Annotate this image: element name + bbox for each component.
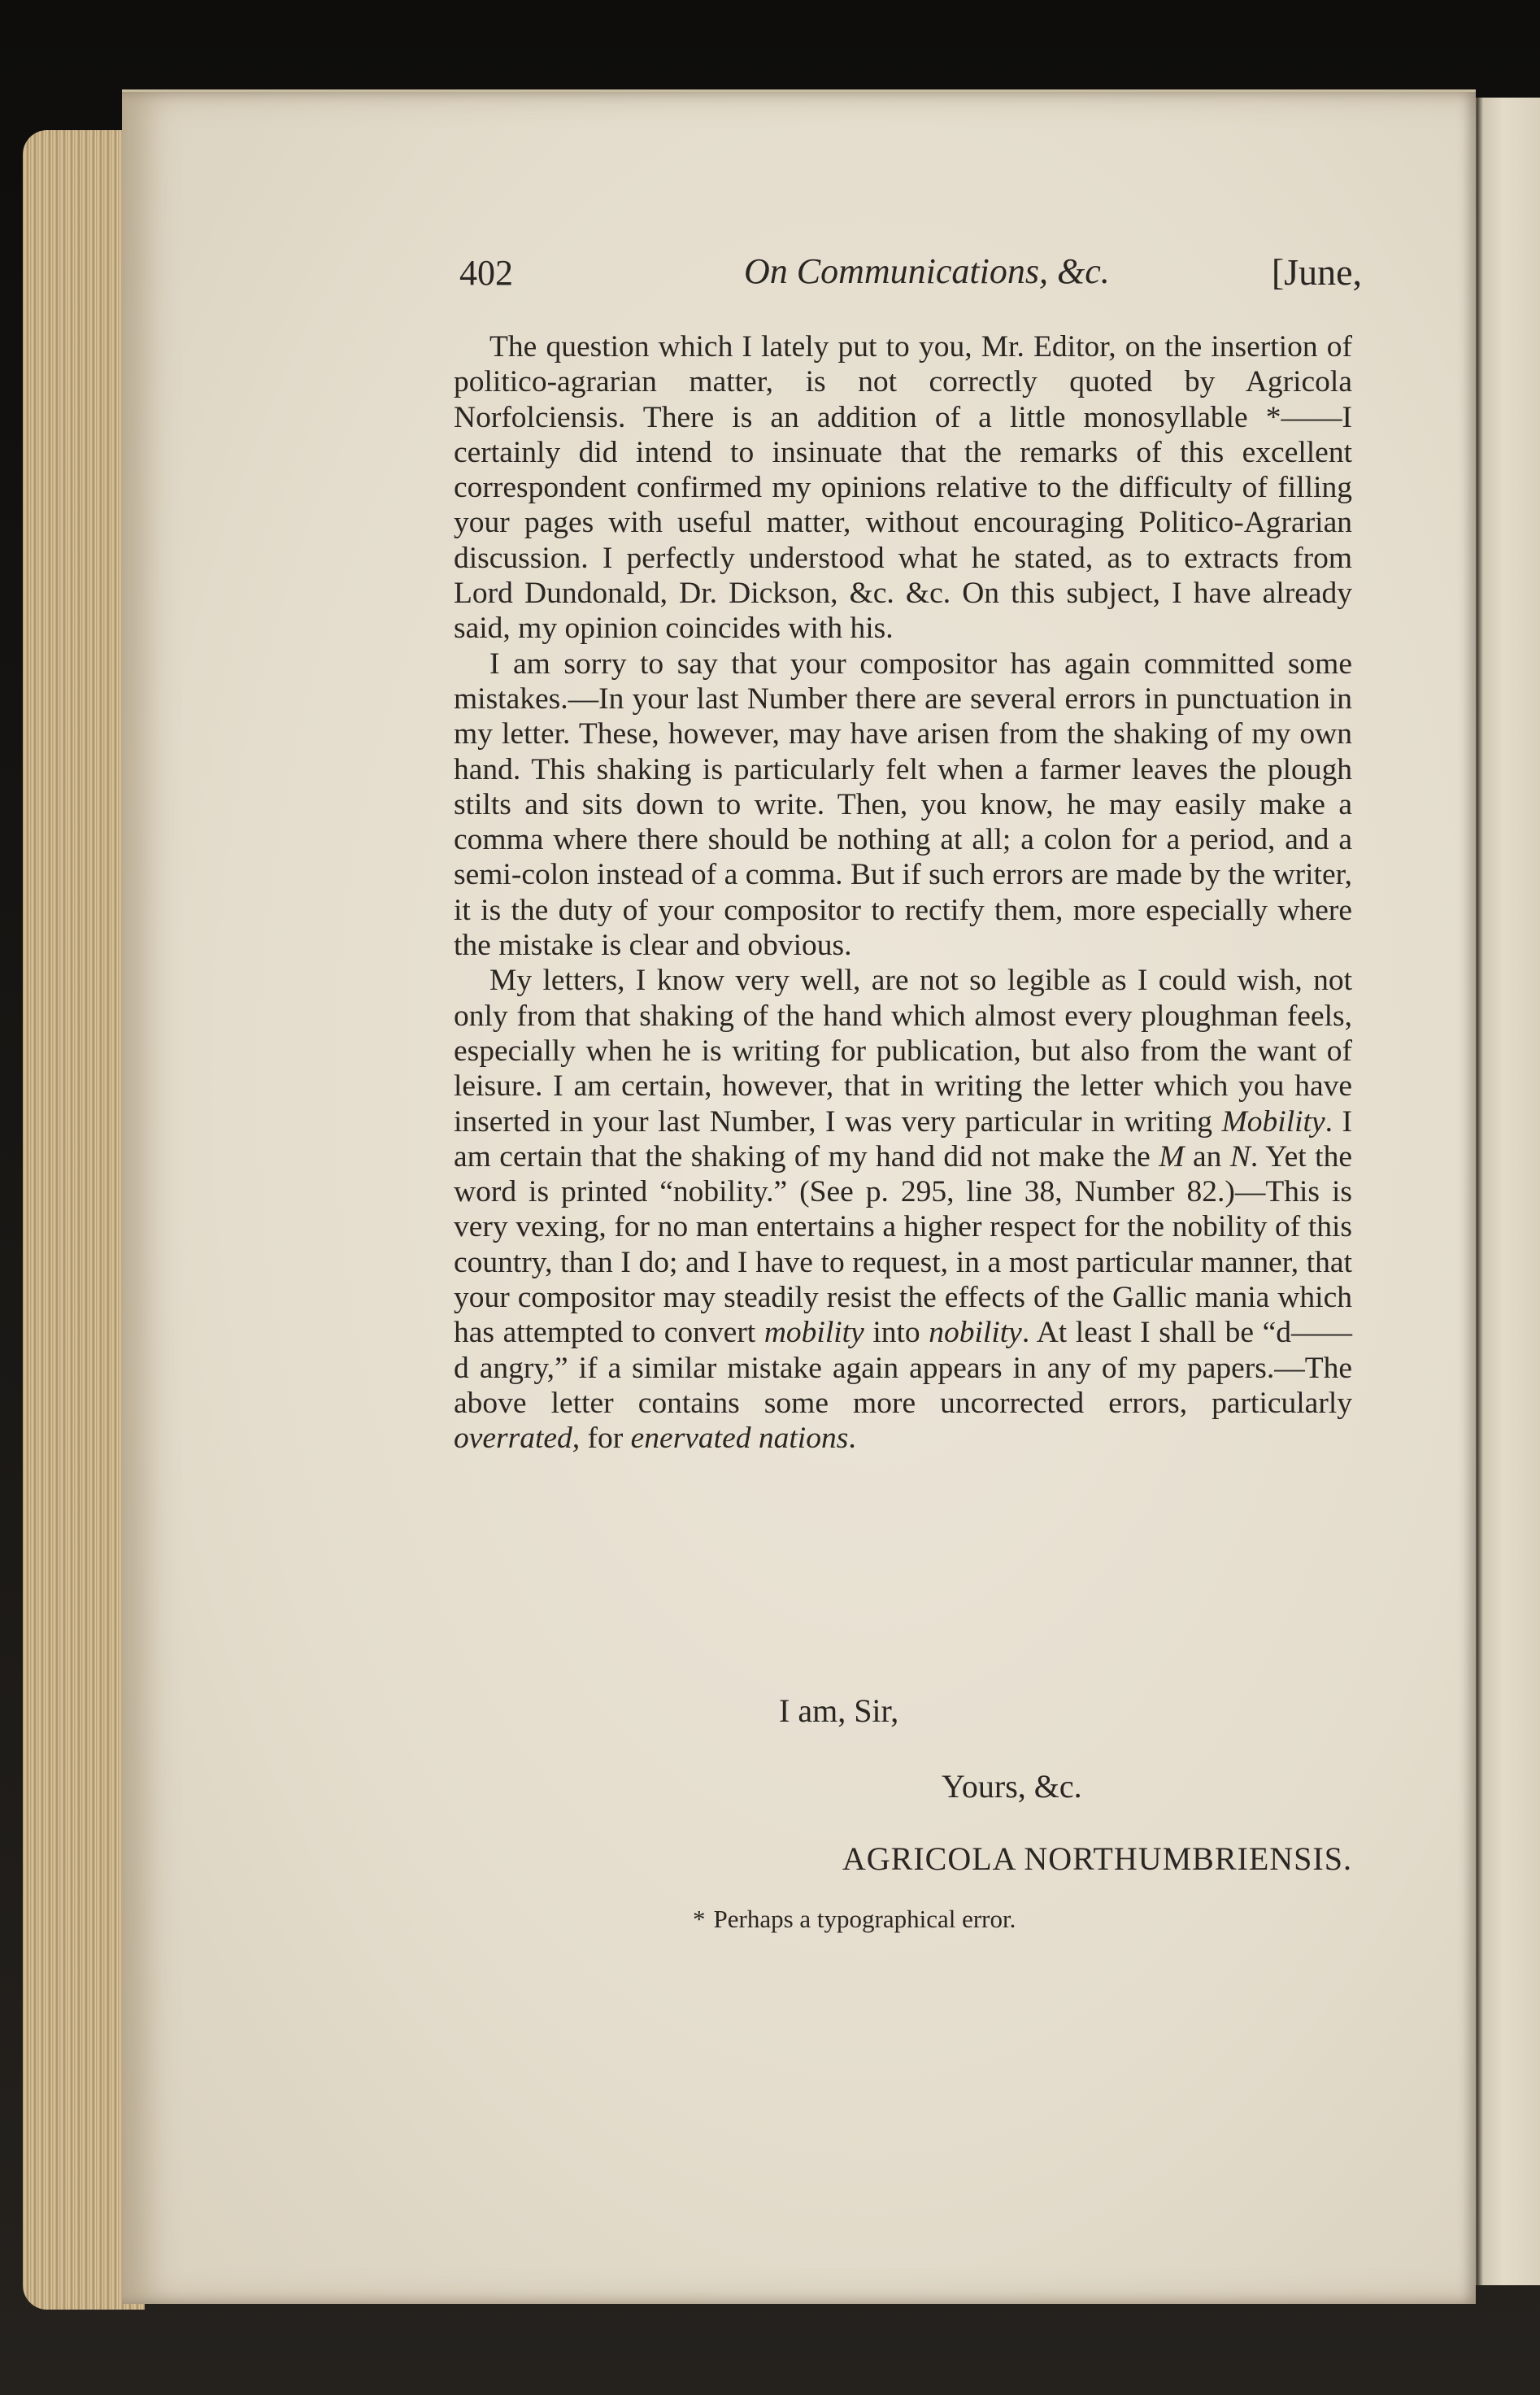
paragraph: I am sorry to say that your compositor has again committed some mistakes.—In your last Number there are several errors in punctuation in my letter. These, however, may have arisen from the shaking of my own hand. This shaking is particularly felt when a farmer leaves the plough stilts and sits down to write. Then, you know, he may easily make a comma where there should be nothing at all; a colon for a period, and a semi-colon instead of a comma. But if such errors are made by the writer, it is the duty of your compositor to rectify them, more especially where the mistake is clear and obvious.: [454, 647, 1352, 963]
running-head: [459, 244, 1362, 301]
paragraph: The question which I lately put to you, Mr. Editor, on the insertion of politico-agrarian matter, is not correctly quoted by Agricola Norfolciensis. There is an addition of a little monosyllable *——I certainly did intend to insinuate that the remarks of this excellent correspondent confirmed my opinions relative to the difficulty of filling your pages with useful matter, without encouraging Politico-Agrarian discussion. I perfectly understood what he stated, as to extracts from Lord Dundonald, Dr. Dickson, &c. &c. On this subject, I have already said, my opinion coincides with his.: [454, 330, 1352, 646]
page-number: 402: [459, 253, 513, 293]
running-date: [June,: [1271, 251, 1362, 293]
paragraph: My letters, I know very well, are not so legible as I could wish, not only from that shaking of the hand which almost every ploughman feels, especially when he is writing for publication, but also from the want of leisure. I am certain, however, that in writing the letter which you have inserted in your last Number, I was very particular in writing Mobility. I am certain that the shaking of my hand did not make the M an N. Yet the word is printed “nobility.” (See p. 295, line 38, Number 82.)—This is very vexing, for no man entertains a higher respect for the nobility of this country, than I do; and I have to request, in a most particular manner, that your compositor may steadily resist the effects of the Gallic mania which has attempted to convert mobility into nobility. At least I shall be “d——d angry,” if a similar mistake again appears in any of my papers.—The above letter contains some more uncorrected errors, particularly overrated, for enervated nations.: [454, 964, 1352, 1456]
footnote: [693, 1905, 1016, 1934]
next-page-edge: [1473, 98, 1540, 2285]
letter-body: [454, 329, 1352, 1457]
signature: AGRICOLA NORTHUMBRIENSIS.: [842, 1840, 1352, 1877]
footnote-marker: *: [693, 1905, 706, 1933]
valediction: Yours, &c.: [942, 1768, 1082, 1805]
footnote-text: Perhaps a typographical error.: [713, 1905, 1016, 1933]
running-title: On Communications, &c.: [744, 251, 1110, 291]
salutation: I am, Sir,: [779, 1692, 899, 1729]
